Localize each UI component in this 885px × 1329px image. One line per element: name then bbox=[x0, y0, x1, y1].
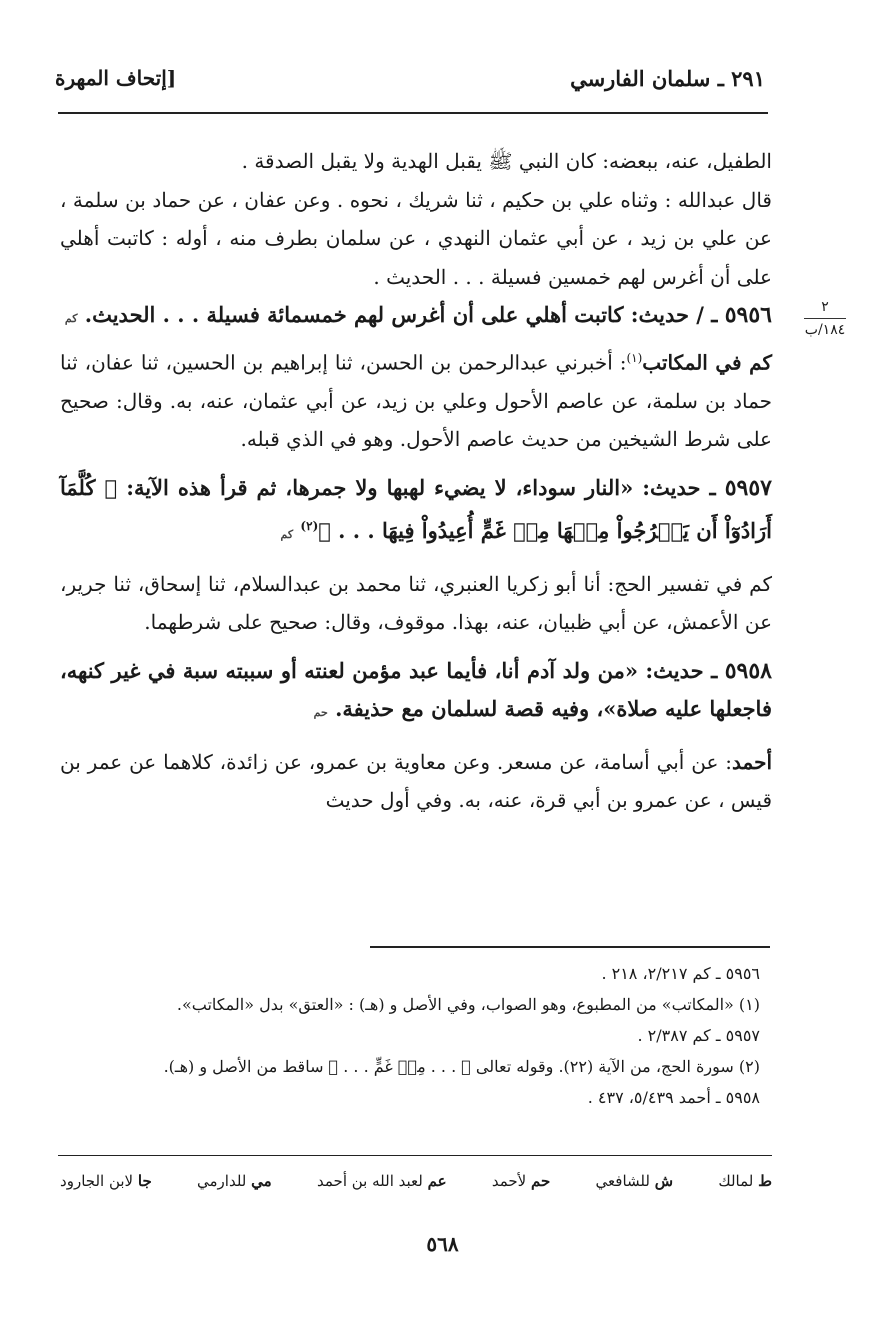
abbreviation-item: مي للدارمي bbox=[197, 1172, 272, 1190]
hadith-5956 bbox=[60, 296, 772, 339]
footnote-rule bbox=[370, 946, 770, 948]
abbreviation-item: ط لمالك bbox=[718, 1172, 772, 1190]
hadith-5957 bbox=[60, 469, 772, 555]
abbreviation-item: حم لأحمد bbox=[491, 1172, 551, 1190]
margin-ref-folio: ١٨٤/ب bbox=[804, 322, 846, 338]
text-paragraph-abdullah: قال عبدالله : وثناه علي بن حكيم ، ثنا شريك ، نحوه . وعن عفان ، عن حماد بن سلمة ، عن علي بن زيد ، عن أبي عثمان النهدي ، عن سلمان بطرف منه ، أوله : كاتبت أهلي على أن أغرس لهم خمسين فسيلة . . . الحديث . bbox=[60, 187, 772, 289]
hadith-source-sigla: حم bbox=[313, 706, 328, 720]
hadith-number: ٥٩٥٦ bbox=[724, 302, 772, 328]
abbreviation-rule bbox=[58, 1155, 772, 1156]
source-rest: : أخبرني عبدالرحمن بن الحسن، ثنا إبراهيم بن الحسين، ثنا عفان، ثنا حماد بن سلمة، عن عاصم الأحول وعلي بن زيد، عن أبي عثمان، عنه، به. وقال: صحيح على شرط الشيخين من حديث عاصم الأحول. وهو في الذي قبله. bbox=[60, 350, 772, 452]
source-lead: أحمد bbox=[732, 749, 772, 774]
text-paragraph-ahmad bbox=[60, 743, 772, 820]
footnote-line: ٥٩٥٦ ـ كم ٢/٢١٧، ٢١٨ . bbox=[601, 964, 760, 983]
main-text bbox=[60, 142, 772, 820]
footnotes bbox=[70, 958, 760, 1113]
footnote-ref-2: (٢) bbox=[300, 519, 319, 534]
text-line-continuation: الطفيل، عنه، ببعضه: كان النبي ﷺ يقبل الهدية ولا يقبل الصدقة . bbox=[241, 149, 772, 173]
header-rule bbox=[58, 112, 768, 114]
footnote-line: (١) «المكاتب» من المطبوع، وهو الصواب، وفي الأصل و (هـ) : «العتق» بدل «المكاتب». bbox=[176, 995, 760, 1014]
header-chapter-title: ٢٩١ ـ سلمان الفارسي bbox=[570, 66, 765, 91]
text-paragraph-tafsir: كم في تفسير الحج: أنا أبو زكريا العنبري، ثنا محمد بن عبدالسلام، ثنا إسحاق، ثنا جرير، عن الأعمش، عن أبي ظبيان، عنه، بهذا. موقوف، وقال: صحيح على شرطهما. bbox=[60, 571, 772, 635]
hadith-source-sigla: كم bbox=[280, 528, 294, 542]
abbreviation-item: ش للشافعي bbox=[595, 1172, 674, 1190]
source-lead: كم في المكاتب bbox=[642, 350, 773, 375]
hadith-number: ٥٩٥٧ bbox=[724, 474, 772, 501]
hadith-text: ـ حديث: «النار سوداء، لا يضيء لهبها ولا جمرها، ثم قرأ هذه الآية: bbox=[117, 474, 725, 500]
footnote-line: ٥٩٥٧ ـ كم ٢/٣٨٧ . bbox=[637, 1026, 760, 1045]
abbreviation-item: جا لابن الجارود bbox=[60, 1172, 152, 1190]
margin-ref-divider bbox=[804, 318, 846, 319]
hadith-source-sigla: كم bbox=[64, 312, 78, 325]
footnote-line: (٢) سورة الحج، من الآية (٢٢). وقوله تعالى ﴿ . . . مِنۡ غَمٍّ . . . ﴾ ساقط من الأصل و (هـ). bbox=[163, 1057, 760, 1076]
hadith-text: ـ / حديث: كاتبت أهلي على أن أغرس لهم خمسمائة فسيلة . . . الحديث. bbox=[84, 302, 725, 327]
text-paragraph-mustadrak bbox=[60, 339, 772, 459]
page-number: ٥٦٨ bbox=[426, 1232, 459, 1256]
hadith-number: ٥٩٥٨ bbox=[724, 657, 772, 684]
footnote-ref-1: (١) bbox=[626, 350, 643, 365]
header-book-title: [إتحاف المهرة bbox=[55, 66, 177, 90]
margin-ref-volume: ٢ bbox=[821, 299, 829, 315]
page-header bbox=[55, 66, 765, 106]
hadith-5958 bbox=[60, 652, 772, 733]
source-rest: : عن أبي أسامة، عن مسعر. وعن معاوية بن عمرو، عن زائدة، كلاهما عن عمر بن قيس ، عن عمرو بن أبي قرة، عنه، به. وفي أول حديث bbox=[60, 749, 772, 813]
footnote-line: ٥٩٥٨ ـ أحمد ٥/٤٣٩، ٤٣٧ . bbox=[587, 1088, 760, 1107]
abbreviation-item: عم لعبد الله بن أحمد bbox=[317, 1172, 447, 1190]
hadith-text: ـ حديث: «من ولد آدم أنا، فأيما عبد مؤمن لعنته أو سببته سبة في غير كنهه، فاجعلها عليه صلاة»، وفيه قصة لسلمان مع حذيفة. bbox=[60, 657, 772, 722]
margin-manuscript-ref bbox=[800, 298, 850, 339]
quran-verse: ﴿ كُلَّمَآ أَرَادُوٓاْ أَن يَخۡرُجُواْ مِنۡهَا مِنۡ غَمٍّ أُعِيدُواْ فِيهَا . . . ﴾ bbox=[60, 474, 772, 544]
abbreviation-key bbox=[60, 1172, 772, 1190]
